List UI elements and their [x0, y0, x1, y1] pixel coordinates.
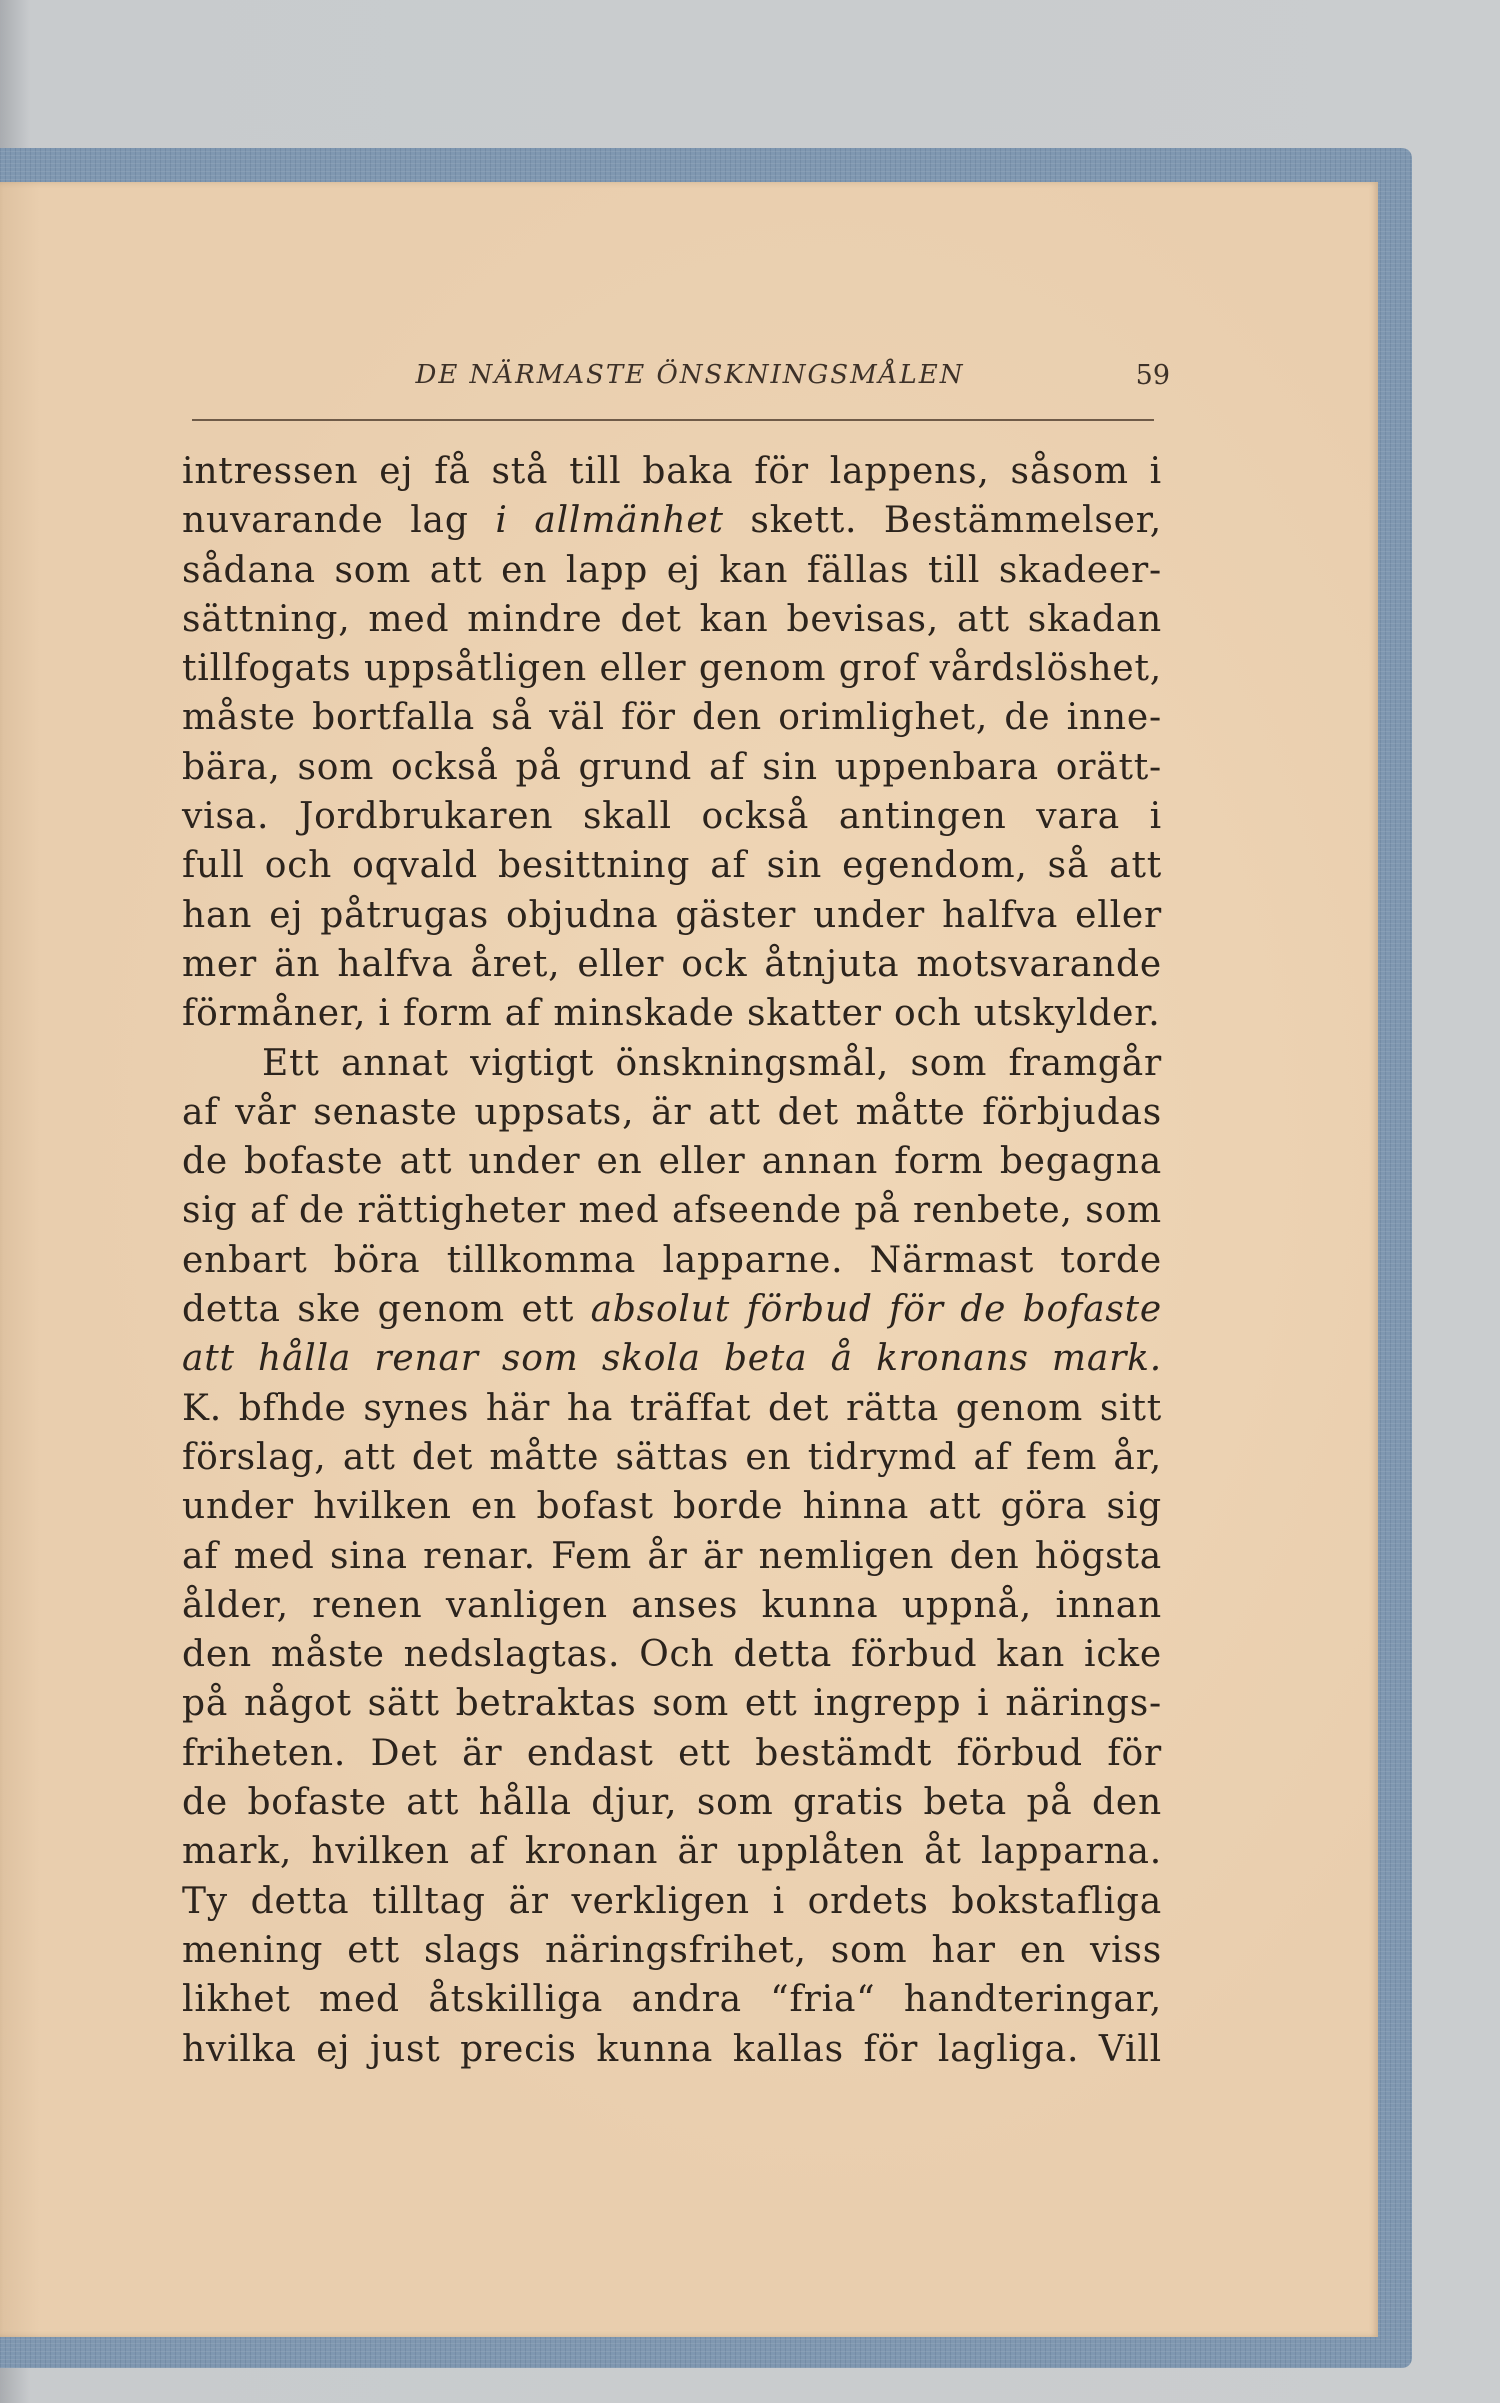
text-line [182, 1679, 1162, 1728]
text-segment: mark, hvilken af kronan är upplåten åt lapparna. [182, 1831, 1162, 1873]
text-line [182, 595, 1162, 644]
text-segment: måste bortfalla så väl för den orimlighet, de inne- [182, 697, 1162, 739]
text-line [182, 1827, 1162, 1876]
text-segment: sig af de rättigheter med afseende på renbete, som [182, 1190, 1162, 1232]
header-rule [192, 419, 1154, 421]
body-text [182, 447, 1162, 2074]
text-line [182, 1975, 1162, 2024]
text-segment: sådana som att en lapp ej kan fällas till skadeer- [182, 549, 1162, 591]
text-segment: likhet med åtskilliga andra “fria“ handteringar, [182, 1979, 1162, 2021]
running-title: DE NÄRMASTE ÖNSKNINGSMÅLEN [415, 360, 965, 390]
text-segment: Ett annat vigtigt önskningsmål, som framgår [262, 1042, 1162, 1084]
text-segment: hvilka ej just precis kunna kallas för lagliga. Vill [182, 2028, 1162, 2070]
text-segment: af med sina renar. Fem år är nemligen den högsta [182, 1535, 1162, 1577]
text-line [182, 1778, 1162, 1827]
text-line [182, 1630, 1162, 1679]
text-segment: den måste nedslagtas. Och detta förbud kan icke [182, 1634, 1162, 1676]
text-segment: skett. Bestämmelser, [723, 500, 1162, 542]
text-line [182, 2025, 1162, 2074]
text-line [182, 1334, 1162, 1383]
text-segment: under hvilken en bofast borde hinna att göra sig [182, 1486, 1162, 1528]
text-segment: han ej påtrugas objudna gäster under halfva eller [182, 894, 1162, 936]
text-segment: tillfogats uppsåtligen eller genom grof vårdslöshet, [182, 648, 1162, 690]
text-line [182, 891, 1162, 940]
page-number: 59 [1135, 360, 1170, 391]
text-line [182, 1236, 1162, 1285]
text-line [182, 1729, 1162, 1778]
text-segment: ålder, renen vanligen anses kunna uppnå, innan [182, 1584, 1162, 1626]
text-segment: sättning, med mindre det kan bevisas, att skadan [182, 598, 1162, 640]
text-line [182, 1088, 1162, 1137]
text-line [182, 1581, 1162, 1630]
text-line [182, 1532, 1162, 1581]
text-segment: K. bfhde synes här ha träffat det rätta genom sitt [182, 1387, 1162, 1429]
text-segment: friheten. Det är endast ett bestämdt förbud för [182, 1732, 1162, 1774]
text-line [182, 989, 1162, 1038]
text-line [182, 1926, 1162, 1975]
text-line [182, 447, 1162, 496]
text-line [182, 743, 1162, 792]
text-line [182, 841, 1162, 890]
text-line [182, 1877, 1162, 1926]
text-line [182, 1285, 1162, 1334]
text-segment: Ty detta tilltag är verkligen i ordets bokstafliga [182, 1880, 1162, 1922]
page-header [0, 360, 1378, 410]
text-segment: visa. Jordbrukaren skall också antingen vara i [182, 796, 1162, 838]
text-segment: mening ett slags näringsfrihet, som har en viss [182, 1929, 1162, 1971]
italic-text-segment: absolut förbud för de bofaste [590, 1289, 1163, 1331]
text-line [182, 1384, 1162, 1433]
italic-text-segment: i allmänhet [495, 500, 724, 542]
text-line [182, 940, 1162, 989]
text-segment: på något sätt betraktas som ett ingrepp i närings- [182, 1683, 1162, 1725]
text-segment: de bofaste att under en eller annan form begagna [182, 1141, 1162, 1183]
text-segment: bära, som också på grund af sin uppenbara orätt- [182, 746, 1162, 788]
text-line [182, 792, 1162, 841]
text-segment: intressen ej få stå till baka för lappens, såsom i [182, 451, 1162, 492]
text-line [182, 1137, 1162, 1186]
text-segment: enbart böra tillkomma lapparne. Närmast torde [182, 1239, 1162, 1281]
text-line [182, 1482, 1162, 1531]
text-segment: full och oqvald besittning af sin egendom, så att [182, 845, 1162, 887]
text-line [182, 496, 1162, 545]
text-segment: nuvarande lag [182, 500, 496, 542]
italic-text-segment: att hålla renar som skola beta å kronans mark. [182, 1338, 1162, 1380]
text-line [182, 644, 1162, 693]
text-segment: detta ske genom ett [182, 1289, 591, 1331]
text-segment: mer än halfva året, eller ock åtnjuta motsvarande [182, 943, 1162, 985]
text-segment: förmåner, i form af minskade skatter och utskylder. [182, 993, 1161, 1035]
text-line [182, 1039, 1162, 1088]
text-segment: förslag, att det måtte sättas en tidrymd af fem år, [182, 1436, 1162, 1478]
text-segment: af vår senaste uppsats, är att det måtte förbjudas [182, 1091, 1162, 1133]
text-line [182, 1186, 1162, 1235]
text-line [182, 546, 1162, 595]
text-line [182, 1433, 1162, 1482]
text-line [182, 693, 1162, 742]
text-segment: de bofaste att hålla djur, som gratis beta på den [182, 1782, 1162, 1824]
